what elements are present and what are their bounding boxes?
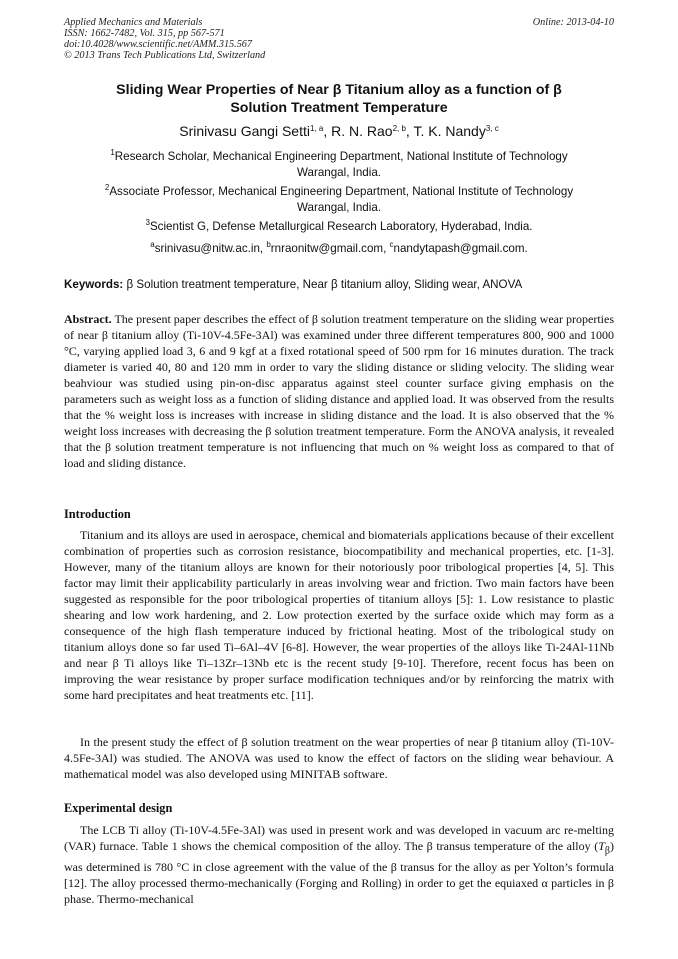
paper-title — [64, 81, 614, 117]
online-date: Online: 2013-04-10 — [532, 17, 614, 28]
title-line-2: Solution Treatment Temperature — [230, 100, 448, 116]
affiliation-1 — [64, 149, 614, 181]
introduction-heading: Introduction — [64, 507, 131, 521]
introduction-paragraph: In the present study the effect of β solution treatment on the wear properties of near β titanium alloy (Ti-10V-4.5Fe-3Al) was studied. The ANOVA was used to know the effect of factors on the sliding wear behaviour. A mathematical model was also developed using MINITAB software. — [64, 735, 614, 781]
introduction-paragraph: Titanium and its alloys are used in aerospace, chemical and biomaterials applications because of their excellent combination of properties such as corrosion resistance, biocompatibility and mechanical properties, etc. [1-3]. However, many of the titanium alloys are known for their notoriously poor tribological properties [4, 5]. This factor may limit their applicability particularly in areas involving wear and friction. Two main factors have been suggested as responsible for the poor tribological properties of titanium alloys [5]: 1. Low resistance to plastic shearing and low work hardening, and 2. Low protection exerted by the surface oxide which may form as a consequence of the high flash temperature induced by frictional heating. Most of the tribological study on titanium alloys done so far used Ti–6Al–4V [6-8]. However, the wear properties of the alloys like Ti-24Al-11Nb and near β Ti alloys like Ti–13Zr–13Nb etc is the recent study [9-10]. Therefore, recent focus has been on improving the wear resistance by proper surface modification techniques and/or by reinforcing the matrix with some hard precipitates and heat treatments etc. [11]. — [64, 528, 614, 702]
journal-copyright: © 2013 Trans Tech Publications Ltd, Switzerland — [64, 50, 266, 61]
author-name: T. K. Nandy — [413, 123, 486, 139]
symbol-t: T — [598, 839, 605, 853]
affiliation-number: 3 — [145, 218, 150, 227]
affiliation-text: Associate Professor, Mechanical Engineering Department, National Institute of Technology — [109, 185, 574, 198]
email-sup: a — [150, 240, 155, 249]
journal-header — [64, 17, 614, 61]
author-sup: 3, c — [485, 124, 499, 133]
affiliation-number: 2 — [104, 183, 110, 192]
experimental-paragraph — [64, 822, 614, 907]
email-link[interactable]: nandytapash@gmail.com. — [393, 242, 528, 255]
author-sup: 1, a — [309, 124, 324, 133]
experimental-heading: Experimental design — [64, 801, 173, 815]
email-sup: b — [266, 240, 271, 249]
abstract-text: The present paper describes the effect of β solution treatment temperature on the sliding wear properties of near β titanium alloy (Ti-10V-4.5Fe-3Al) was examined under three different temperatures 800, 900 and 1000 °C, varying applied load 3, 6 and 9 kgf at a fixed rotational speed of 500 rpm for 16 minutes duration. The track diameter is varied 40, 80 and 120 mm in order to vary the sliding distance or sliding velocity. The sliding wear beahviour was studied using pin-on-disc apparatus against steel counter surface giving emphasis on the parameters such as weight loss as a function of sliding distance and applied load. It was observed from the results that the % weight loss is increases with increase in sliding distance and the load. It is also observed that the % weight loss increases with decreasing the β solution treatment temperature. Form the ANOVA analysis, it revealed that the β solution treatment temperature is not influencing that much on % weight loss as compared to that of load and sliding distance. — [64, 312, 614, 470]
experimental-text: The LCB Ti alloy (Ti-10V-4.5Fe-3Al) was used in present work and was developed in vacuum arc re-melting (VAR) furnace. Table 1 shows the chemical composition of the alloy. The β transus temperature of the alloy ( — [64, 823, 614, 853]
keywords — [64, 277, 638, 292]
abstract — [64, 311, 614, 471]
abstract-label: Abstract. — [64, 312, 112, 326]
experimental-text: ) was determined is 780 °C in close agreement with the value of the β transus for the alloy as per Yolton’s formula [12]. The alloy processed thermo-mechanically (Forging and Rolling) in order to get the equiaxed α particles in β phase. Thermo-mechanical — [64, 839, 614, 907]
affiliation-text: Research Scholar, Mechanical Engineering Department, National Institute of Technology — [114, 150, 568, 163]
affiliation-text: Scientist G, Defense Metallurgical Research Laboratory, Hyderabad, India. — [149, 220, 533, 233]
email-link[interactable]: srinivasu@nitw.ac.in, — [154, 242, 267, 255]
email-sup: c — [389, 240, 394, 249]
title-line-1: Sliding Wear Properties of Near β Titanium alloy as a function of β — [116, 82, 562, 98]
author-sup: 2, b — [392, 124, 406, 133]
journal-name: Applied Mechanics and Materials — [64, 17, 203, 28]
journal-issn: ISSN: 1662-7482, Vol. 315, pp 567-571 — [64, 28, 225, 39]
affiliation-number: 1 — [110, 148, 115, 157]
affiliation-text-2: Warangal, India. — [297, 201, 381, 214]
keywords-label: Keywords: — [64, 278, 124, 291]
author-list: Srinivasu Gangi Setti$^{1, a}$, R. N. Rao$^{2, b}$, T. K. Nandy$^{3, c}$ — [179, 123, 499, 139]
keywords-text: β Solution treatment temperature, Near β titanium alloy, Sliding wear, ANOVA — [123, 278, 523, 291]
symbol-sub: β — [604, 845, 610, 857]
author-name: R. N. Rao — [331, 123, 393, 139]
email-link[interactable]: rnraonitw@gmail.com, — [270, 242, 390, 255]
affiliation-2 — [64, 184, 614, 216]
affiliation-3 — [64, 219, 614, 235]
affiliation-text-2: Warangal, India. — [297, 166, 381, 179]
journal-doi: doi:10.4028/www.scientific.net/AMM.315.567 — [64, 39, 252, 50]
author-name: Srinivasu Gangi Setti — [179, 123, 310, 139]
author-emails — [64, 241, 614, 257]
